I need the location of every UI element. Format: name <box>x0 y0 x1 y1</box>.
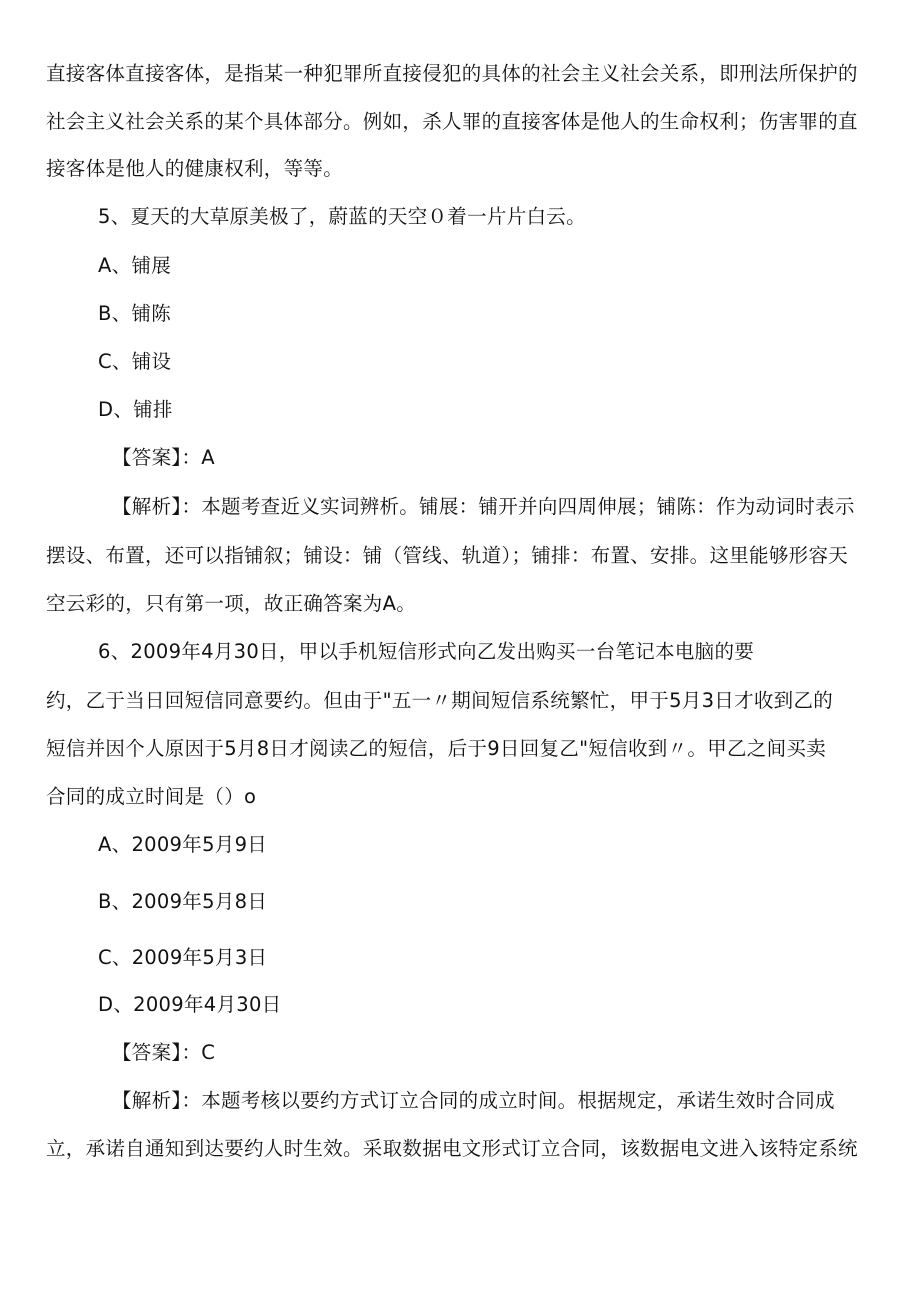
q4-explanation-line-3: 接客体是他人的健康权利，等等。 <box>46 157 344 180</box>
q5-option-c: C、铺设 <box>98 350 172 373</box>
q5-explanation-line-2: 摆设、布置，还可以指铺叙；铺设：铺（管线、轨道）；铺排：布置、安排。这里能够形容天 <box>46 544 849 567</box>
q4-explanation-line-2: 社会主义社会关系的某个具体部分。例如，杀人罪的直接客体是他人的生命权利；伤害罪的直 <box>46 110 858 133</box>
q5-explanation-line-3: 空云彩的，只有第一项，故正确答案为A。 <box>46 592 417 615</box>
q5-option-b: B、铺陈 <box>98 302 172 325</box>
q6-answer: 【答案】：C <box>112 1041 216 1064</box>
q6-option-c: C、2009年5月3日 <box>98 946 268 969</box>
q6-option-b: B、2009年5月8日 <box>98 890 268 913</box>
q6-stem-line-4: 合同的成立时间是（）o <box>46 785 257 808</box>
q5-stem: 5、夏天的大草原美极了，蔚蓝的天空０着一片片白云。 <box>98 205 586 228</box>
q5-option-d: D、铺排 <box>98 398 173 421</box>
q6-explanation-line-2: 立，承诺自通知到达要约人时生效。采取数据电文形式订立合同，该数据电文进入该特定系统 <box>46 1137 858 1160</box>
q6-option-d: D、2009年4月30日 <box>98 993 282 1016</box>
q6-stem-line-3: 短信并因个人原因于5月8日才阅读乙的短信，后于9日回复乙"短信收到〃。甲乙之间买卖 <box>46 737 826 760</box>
q5-option-a: A、铺展 <box>98 254 172 277</box>
q4-explanation-line-1: 直接客体直接客体，是指某一种犯罪所直接侵犯的具体的社会主义社会关系，即刑法所保护的 <box>46 62 858 85</box>
q6-stem-line-1: 6、2009年4月30日，甲以手机短信形式向乙发出购买一台笔记本电脑的要 <box>98 640 755 663</box>
q6-stem-line-2: 约，乙于当日回短信同意要约。但由于"五一〃期间短信系统繁忙，甲于5月3日才收到乙的 <box>46 689 834 712</box>
q6-explanation-line-1: 【解析】：本题考核以要约方式订立合同的成立时间。根据规定，承诺生效时合同成 <box>112 1089 835 1112</box>
q5-answer: 【答案】：A <box>112 446 215 469</box>
q6-option-a: A、2009年5月9日 <box>98 833 268 856</box>
q5-explanation-line-1: 【解析】：本题考查近义实词辨析。铺展：铺开并向四周伸展；铺陈：作为动词时表示 <box>112 495 855 518</box>
